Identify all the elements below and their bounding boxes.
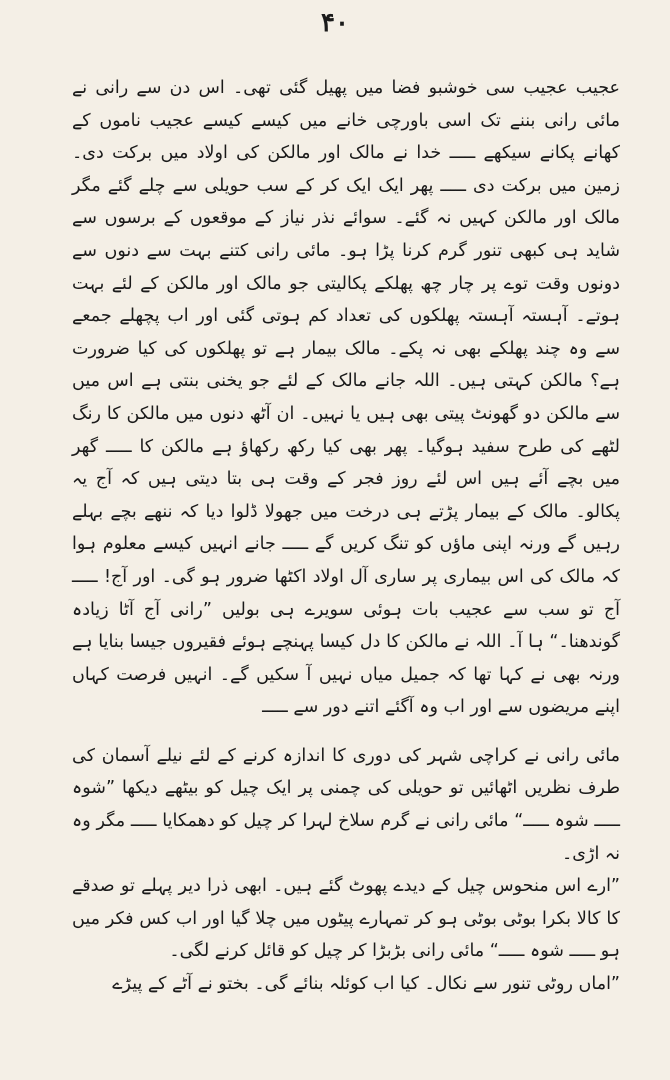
paragraph-1: عجیب عجیب سی خوشبو فضا میں پھیل گئی تھی۔ اس دن سے رانی نے مائی رانی بننے تک اسی باورچی خانے میں کیسے کیسے عجیب ناموں کے کھانے پکانے سیکھے ـــــ خدا نے مالک اور مالکن کی اولاد میں برکت دی۔ زمین میں برکت دی ـــــ پھر ایک ایک کر کے سب حویلی سے چلے گئے مگر مالک اور مالکن کہیں نہ گئے۔ سوائے نذر نیاز کے موقعوں کے برسوں سے شاید ہی کبھی تنور گرم کرنا پڑا ہو۔ مائی رانی کتنے بہت سے دنوں سے دونوں وقت توے پر چار چھ پھلکے پکالیتی جو مالک اور مالکن کے لئے بہت ہوتے۔ آہستہ آہستہ پھلکوں کی تعداد کم ہوتی گئی اور اب پچھلے جمعے سے وہ چند پھلکے بھی نہ پکے۔ مالک بیمار ہے تو پھلکوں کی کیا ضرورت ہے؟ مالکن کہتی ہیں۔ اللہ جانے مالک کے لئے جو یخنی بنتی ہے اس میں سے مالکن دو گھونٹ پیتی بھی ہیں یا نہیں۔ ان آٹھ دنوں میں مالکن کا رنگ لٹھے کی طرح سفید ہوگیا۔ پھر بھی کیا رکھ رکھاؤ ہے مالکن کا ـــــ گھر میں بچے آئے ہیں اس لئے روز فجر کے وقت ہی بتا دیتی ہیں کہ آج یہ پکالو۔ مالک کے بیمار پڑتے ہی درخت میں جھولا ڈلوا دیا کہ ننھے بچے بہلے رہیں گے ورنہ اپنی ماؤں کو تنگ کریں گے ـــــ جانے انہیں کیسے معلوم ہوا کہ مالک کی اس بیماری پر ساری آل اولاد اکٹھا ضرور ہو گی۔ اور آج! ـــــ آج تو سب سے عجیب بات ہوئی سویرے ہی بولیں ”رانی آج آٹا زیادہ گوندھنا۔“ ہا آ۔ اللہ نے مالکن کا دل کیسا پہنچے ہوئے فقیروں جیسا بنایا ہے ورنہ بھی نے کہا تھا کہ جمیل میاں نہیں آ سکیں گے۔ انہیں فرصت کہاں اپنے مریضوں سے اور اب وہ آگئے اتنے دور سے ـــــ: [72, 78, 620, 718]
page-number: ۴۰: [321, 8, 349, 38]
paragraph-2: مائی رانی نے کراچی شہر کی دوری کا اندازہ کرنے کے لئے نیلے آسمان کی طرف نظریں اٹھائیں تو حویلی کی چمنی پر ایک چیل کو بیٹھے دیکھا ”شوہ ـــــ شوہ ـــــ“ مائی رانی نے گرم سلاخ لہرا کر چیل کو دھمکایا ـــــ مگر وہ نہ اڑی۔: [72, 745, 620, 864]
paragraph-4: ”اماں روٹی تنور سے نکال۔ کیا اب کوئلہ بنائے گی۔ بختو نے آٹے کے پیڑے: [112, 974, 620, 995]
urdu-text-body: [72, 72, 620, 1001]
paragraph-3: ”ارے اس منحوس چیل کے دیدے پھوٹ گئے ہیں۔ ابھی ذرا دیر پہلے تو صدقے کا کالا بکرا بوٹی بوٹی ہو کر تمہارے پیٹوں میں چلا گیا اور اب کس فکر میں ہو ـــــ شوہ ـــــ“ مائی رانی بڑبڑا کر چیل کو قائل کرنے لگی۔: [72, 876, 620, 962]
